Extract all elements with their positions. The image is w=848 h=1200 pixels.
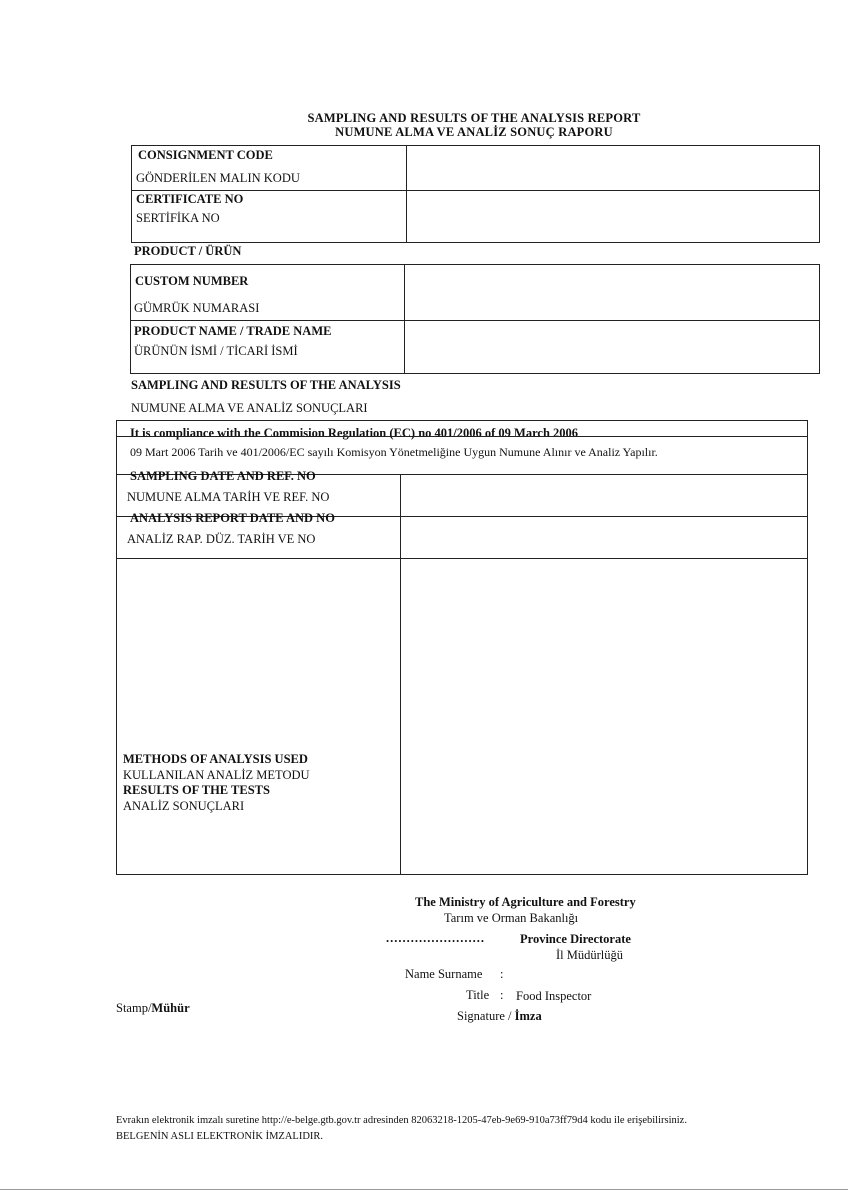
title-sep: : bbox=[500, 988, 504, 1002]
product-name-field[interactable] bbox=[406, 322, 818, 372]
certificate-no-label: CERTIFICATE NO bbox=[136, 192, 244, 206]
report-title-tr: NUMUNE ALMA VE ANALİZ SONUÇ RAPORU bbox=[335, 125, 613, 139]
name-surname-label: Name Surname bbox=[405, 967, 483, 981]
results-label: RESULTS OF THE TESTS bbox=[123, 783, 270, 797]
analysis-report-field[interactable] bbox=[402, 517, 806, 557]
footer-electronic-signature-note: BELGENİN ASLI ELEKTRONİK İMZALIDIR. bbox=[116, 1131, 324, 1142]
province-directorate: Province Directorate bbox=[520, 932, 631, 946]
methods-label: METHODS OF ANALYSIS USED bbox=[123, 752, 308, 766]
ministry-name-tr: Tarım ve Orman Bakanlığı bbox=[444, 911, 579, 925]
custom-number-label-tr: GÜMRÜK NUMARASI bbox=[134, 301, 260, 315]
title-value: Food Inspector bbox=[516, 989, 592, 1003]
compliance-text-tr: 09 Mart 2006 Tarih ve 401/2006/EC sayılı Komisyon Yönetmeliğine Uygun Numune Alınır ve Analiz Yapılır. bbox=[130, 445, 658, 459]
province-directorate-tr: İl Müdürlüğü bbox=[556, 948, 624, 962]
footer-verification-text: Evrakın elektronik imzalı suretine http://e-belge.gtb.gov.tr adresinden 82063218-1205-47eb-9e69-910a73ff79d4 kodu ile erişebilirsiniz. bbox=[116, 1115, 687, 1126]
signature-label-tr: İmza bbox=[514, 1009, 542, 1023]
report-title-en: SAMPLING AND RESULTS OF THE ANALYSIS REPORT bbox=[307, 111, 641, 125]
signature-label: Signature / bbox=[457, 1009, 515, 1023]
sampling-date-label-tr: NUMUNE ALMA TARİH VE REF. NO bbox=[127, 490, 330, 504]
sampling-date-field[interactable] bbox=[402, 475, 806, 516]
methods-label-tr: KULLANILAN ANALİZ METODU bbox=[123, 768, 310, 782]
stamp-label: Stamp/ bbox=[116, 1001, 152, 1015]
province-placeholder-dots: ........................ bbox=[386, 931, 485, 945]
compliance-text: It is compliance with the Commision Regulation (EC) no 401/2006 of 09 March 2006 bbox=[130, 426, 579, 440]
signature-line bbox=[457, 1008, 542, 1024]
product-name-label: PRODUCT NAME / TRADE NAME bbox=[134, 324, 332, 338]
product-name-label-tr: ÜRÜNÜN İSMİ / TİCARİ İSMİ bbox=[134, 344, 298, 358]
consignment-table bbox=[131, 145, 820, 243]
title-label: Title bbox=[466, 988, 490, 1002]
results-field[interactable] bbox=[402, 559, 806, 874]
analysis-section-title-tr: NUMUNE ALMA VE ANALİZ SONUÇLARI bbox=[131, 401, 368, 415]
consignment-code-label: CONSIGNMENT CODE bbox=[138, 148, 273, 162]
analysis-report-label-tr: ANALİZ RAP. DÜZ. TARİH VE NO bbox=[127, 532, 316, 546]
ministry-name: The Ministry of Agriculture and Forestry bbox=[415, 895, 636, 909]
certificate-no-label-tr: SERTİFİKA NO bbox=[136, 211, 220, 225]
scan-edge-line bbox=[0, 1189, 848, 1190]
analysis-table bbox=[116, 420, 808, 875]
sampling-date-label: SAMPLING DATE AND REF. NO bbox=[130, 469, 316, 483]
stamp-line bbox=[116, 1000, 190, 1016]
product-section-title: PRODUCT / ÜRÜN bbox=[134, 244, 242, 258]
name-surname-sep: : bbox=[500, 967, 504, 981]
results-label-tr: ANALİZ SONUÇLARI bbox=[123, 799, 245, 813]
stamp-label-tr: Mühür bbox=[151, 1001, 190, 1015]
analysis-report-label: ANALYSIS REPORT DATE AND NO bbox=[130, 511, 335, 525]
custom-number-field[interactable] bbox=[406, 265, 818, 319]
analysis-section-title: SAMPLING AND RESULTS OF THE ANALYSIS bbox=[131, 378, 401, 392]
certificate-no-field[interactable] bbox=[408, 192, 818, 241]
custom-number-label: CUSTOM NUMBER bbox=[135, 274, 249, 288]
product-table bbox=[130, 264, 820, 374]
consignment-code-label-tr: GÖNDERİLEN MALIN KODU bbox=[136, 171, 300, 185]
consignment-code-field[interactable] bbox=[408, 146, 818, 189]
